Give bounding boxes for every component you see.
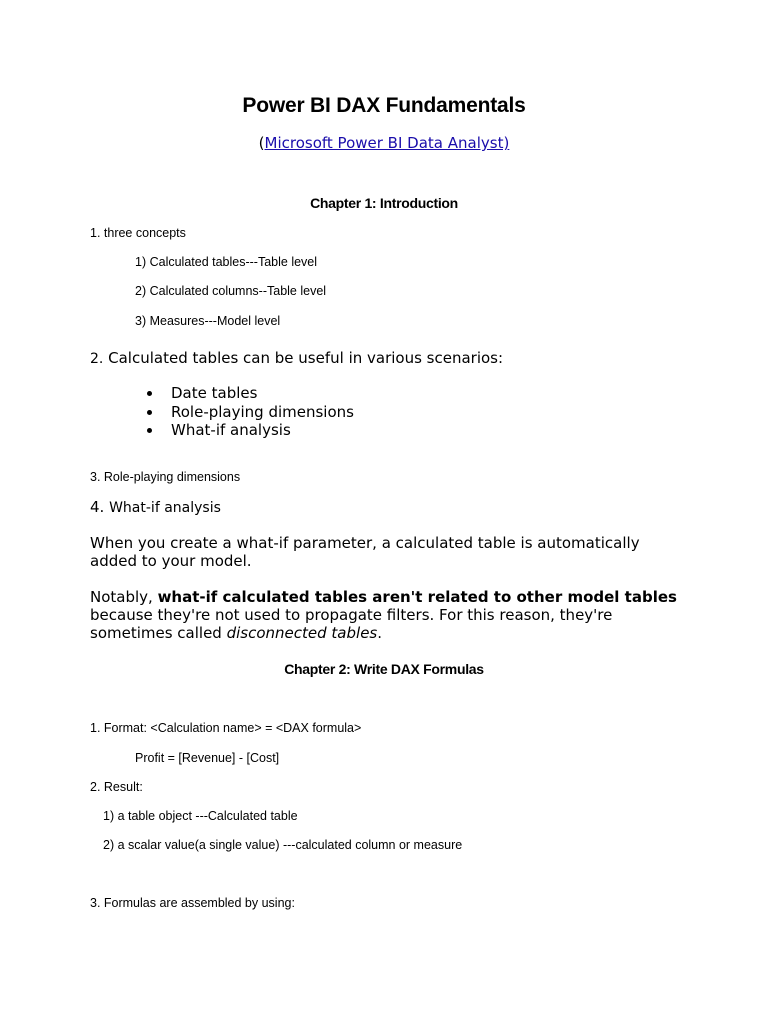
ch2-item2-sub2: 2) a scalar value(a single value) ---calculated column or measure [103,838,463,852]
chapter2-heading: Chapter 2: Write DAX Formulas [284,661,484,677]
ch1-item4-number: 4. [90,498,105,516]
ch2-item2-sub1: 1) a table object ---Calculated table [103,809,298,823]
ch1-item2-number: 2. [90,351,104,367]
ch2-item2-label: 2. Result: [90,780,143,794]
para2-bold: what-if calculated tables aren't related to other model tables [157,588,677,606]
ch1-item2 [90,349,503,367]
chapter1-heading: Chapter 1: Introduction [310,195,458,211]
what-if-paragraph-2 [90,588,690,642]
subtitle-open-paren: ( [258,134,265,152]
ch1-item1-sub3: 3) Measures---Model level [135,314,281,328]
ch2-item1-label: 1. Format: <Calculation name> = <DAX formula> [90,721,362,735]
ch1-item1-sub1: 1) Calculated tables---Table level [135,255,318,269]
list-item [147,384,354,403]
bullet-text-what-if: What-if analysis [171,421,291,439]
para2-lead: Notably, [90,588,158,606]
ch1-item1-sub2: 2) Calculated columns--Table level [135,284,327,298]
ch1-item2-text: Calculated tables can be useful in various scenarios: [108,349,504,367]
ch1-item3: 3. Role-playing dimensions [90,470,241,484]
document-title: Power BI DAX Fundamentals [242,94,526,117]
bullet-icon [147,391,152,396]
para2-italic: disconnected tables [226,624,378,642]
bullet-icon [147,410,152,415]
bullet-icon [147,428,152,433]
ch1-item1-label: 1. three concepts [90,226,186,240]
ch1-item4 [90,498,221,516]
bullet-text-date-tables: Date tables [171,384,258,402]
ch1-item4-text: What-if analysis [109,500,221,516]
what-if-paragraph-1: When you create a what-if parameter, a calculated table is automatically added to your model. [90,534,640,570]
para2-middle: because they're not used to propagate filters. For this reason, they're sometimes called [90,606,613,642]
scenario-bullet-list [147,384,354,440]
list-item [147,403,354,422]
analyst-course-link[interactable]: Microsoft Power BI Data Analyst) [264,134,510,152]
bullet-text-role-playing: Role-playing dimensions [171,402,354,421]
document-subtitle [0,134,768,152]
para2-end: . [377,624,383,642]
ch2-item1-example: Profit = [Revenue] - [Cost] [135,751,280,765]
list-item [147,421,354,440]
ch2-item3: 3. Formulas are assembled by using: [90,896,295,910]
